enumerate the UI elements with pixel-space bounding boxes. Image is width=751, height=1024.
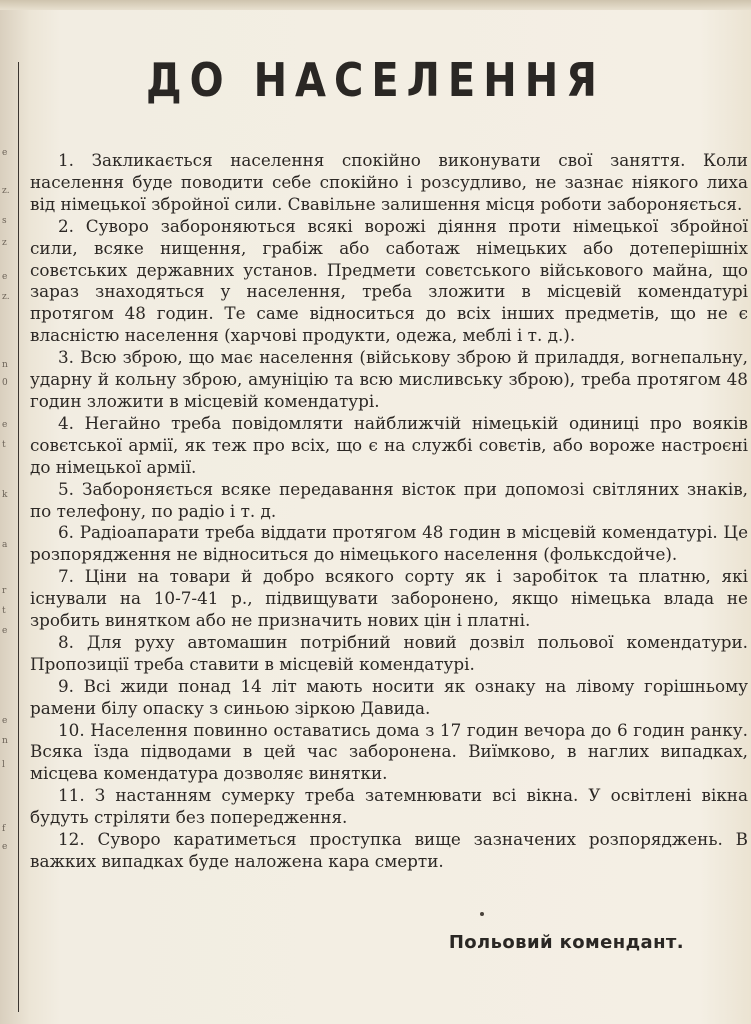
margin-mark: n: [2, 736, 8, 746]
margin-mark: e: [2, 626, 8, 636]
left-margin-rule: [18, 62, 19, 1012]
paragraph-12: 12. Суворо каратиметься проступка вище зазначених розпоряджень. В важких випадках буде наложена кара смерти.: [30, 829, 748, 871]
margin-mark: s: [2, 216, 7, 226]
margin-mark: e: [2, 716, 8, 726]
poster-body: [30, 150, 748, 873]
margin-mark: z: [2, 238, 7, 248]
paragraph-3: 3. Всю зброю, що має населення (військову зброю й приладдя, вогнепальну, ударну й кольну зброю, амуніцію та всю мисливську зброю), треба протягом 48 годин зложити в місцевій комендатурі.: [30, 347, 748, 411]
margin-mark: e: [2, 148, 8, 158]
paragraph-1: 1. Закликається населення спокійно виконувати свої заняття. Коли населення буде поводити себе спокійно і розсудливо, не зазнає ніякого лиха від німецької збройної сили. Свавільне залишення місця роботи забороняється.: [30, 150, 748, 214]
margin-mark: f: [2, 824, 6, 834]
margin-mark: t: [2, 440, 6, 450]
margin-mark: z.: [2, 292, 10, 302]
margin-mark: e: [2, 842, 8, 852]
margin-marks: [0, 140, 14, 860]
margin-mark: r: [2, 586, 7, 596]
margin-mark: k: [2, 490, 8, 500]
margin-mark: e: [2, 420, 8, 430]
paragraph-4: 4. Негайно треба повідомляти найближчій німецькій одиниці про вояків совєтської армії, як теж про всіх, що є на службі совєтів, або вороже настроєні до німецької армії.: [30, 412, 748, 477]
signature: Польовий комендант.: [448, 932, 684, 953]
paragraph-7: 7. Ціни на товари й добро всякого сорту як і заробіток та платню, які існували на 10-7-41 р., підвищувати заборонено, якщо німецька влада не зробить винятком або не призначить нових цін і платні.: [30, 566, 748, 631]
paragraph-9: 9. Всі жиди понад 14 літ мають носити як ознаку на лівому горішньому рамени білу опаску з синьою зіркою Давида.: [30, 675, 748, 718]
ink-dot: [480, 912, 484, 916]
paper-top-edge: [0, 0, 751, 10]
paragraph-10: 10. Населення повинно оставатись дома з 17 годин вечора до 6 годин ранку. Всяка їзда підводами в цей час заборонена. Виїмково, в наглих випадках, місцева комендатура дозволяє винятки.: [30, 719, 748, 784]
margin-mark: n: [2, 360, 8, 370]
margin-mark: e: [2, 272, 8, 282]
paragraph-5: 5. Забороняється всяке передавання вісток при допомозі світляних знаків, по телефону, по радіо і т. д.: [30, 478, 748, 521]
paragraph-2: 2. Суворо забороняються всякі ворожі діяння проти німецької збройної сили, всяке нищення, грабіж або саботаж німецьких або дотеперішніх совєтських державних установ. Предмети совєтського військового майна, що зараз знаходяться у населення, треба зложити в місцевій комендатурі протягом 48 годин. Те саме відноситься до всіх інших предметів, що не є власністю населення (харчові продукти, одежа, меблі і т. д.).: [30, 215, 748, 346]
paragraph-8: 8. Для руху автомашин потрібний новий дозвіл польової комендатури. Пропозиції треба ставити в місцевій комендатурі.: [30, 631, 748, 674]
paragraph-11: 11. З настанням сумерку треба затемнювати всі вікна. У освітлені вікна будуть стріляти без попередження.: [30, 785, 748, 828]
poster-title: ДО НАСЕЛЕННЯ: [146, 54, 605, 108]
margin-mark: 0: [2, 378, 8, 388]
paragraph-6: 6. Радіоапарати треба віддати протягом 48 годин в місцевій комендатурі. Це розпорядження не відноситься до німецького населення (фолькcдойче).: [30, 522, 748, 565]
margin-mark: l: [2, 760, 5, 770]
margin-mark: z.: [2, 186, 10, 196]
margin-mark: a: [2, 540, 8, 550]
margin-mark: t: [2, 606, 6, 616]
